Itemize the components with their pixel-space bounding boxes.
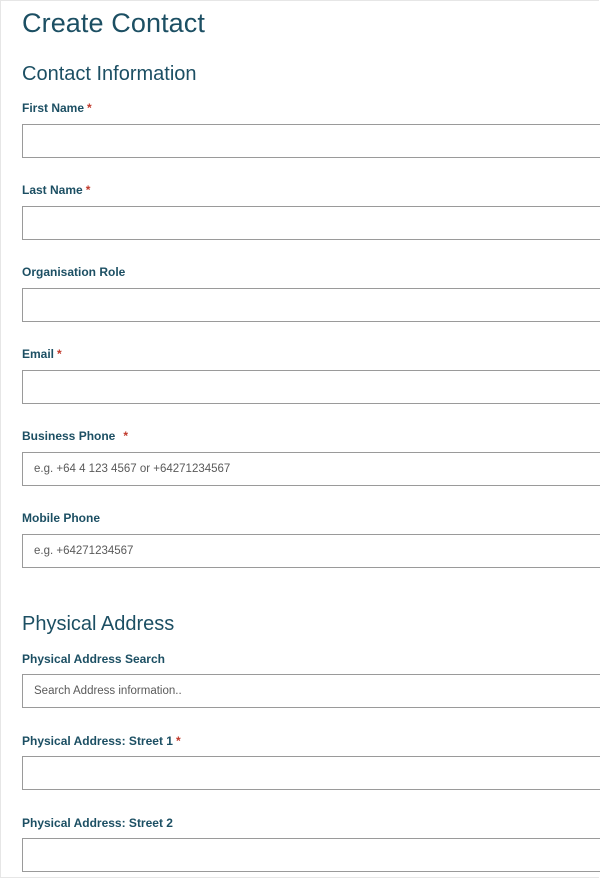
business-phone-field (22, 429, 599, 499)
organisation-role-input[interactable] (22, 288, 600, 322)
last-name-field (22, 183, 599, 253)
email-label-text: Email (22, 347, 55, 361)
mobile-phone-field (22, 511, 599, 581)
street-2-label (22, 816, 173, 830)
organisation-role-label (22, 265, 125, 279)
organisation-role-field (22, 265, 599, 335)
street-1-input[interactable] (22, 756, 600, 790)
first-name-field (22, 101, 599, 171)
address-search-field (22, 652, 599, 722)
address-search-label (22, 652, 165, 666)
mobile-phone-input[interactable] (22, 534, 600, 568)
required-marker: * (57, 347, 62, 361)
address-search-input[interactable] (22, 674, 600, 708)
section-title-contact-information: Contact Information (22, 63, 197, 85)
business-phone-input[interactable] (22, 452, 600, 486)
street-1-label-text: Physical Address: Street 1 (22, 734, 173, 748)
business-phone-label-text: Business Phone (22, 429, 116, 443)
required-marker: * (175, 734, 181, 748)
required-marker: * (85, 183, 91, 197)
street-2-field (22, 816, 599, 886)
street-2-label-text: Physical Address: Street 2 (22, 816, 173, 830)
email-input[interactable] (22, 370, 600, 404)
first-name-label (22, 101, 92, 115)
street-1-field (22, 734, 599, 804)
street-1-label (22, 734, 181, 748)
last-name-label-text: Last Name (22, 183, 83, 197)
email-field (22, 347, 599, 417)
page-title: Create Contact (22, 8, 205, 38)
required-marker: * (87, 101, 92, 115)
business-phone-label (22, 429, 128, 443)
email-label (22, 347, 62, 361)
mobile-phone-label (22, 511, 100, 525)
required-marker: * (123, 429, 129, 443)
first-name-label-text: First Name (22, 101, 85, 115)
mobile-phone-label-text: Mobile Phone (22, 511, 100, 525)
section-title-physical-address: Physical Address (22, 613, 175, 635)
street-2-input[interactable] (22, 838, 600, 872)
last-name-input[interactable] (22, 206, 600, 240)
address-search-label-text: Physical Address Search (22, 652, 165, 666)
last-name-label (22, 183, 90, 197)
first-name-input[interactable] (22, 124, 600, 158)
organisation-role-label-text: Organisation Role (22, 265, 126, 279)
